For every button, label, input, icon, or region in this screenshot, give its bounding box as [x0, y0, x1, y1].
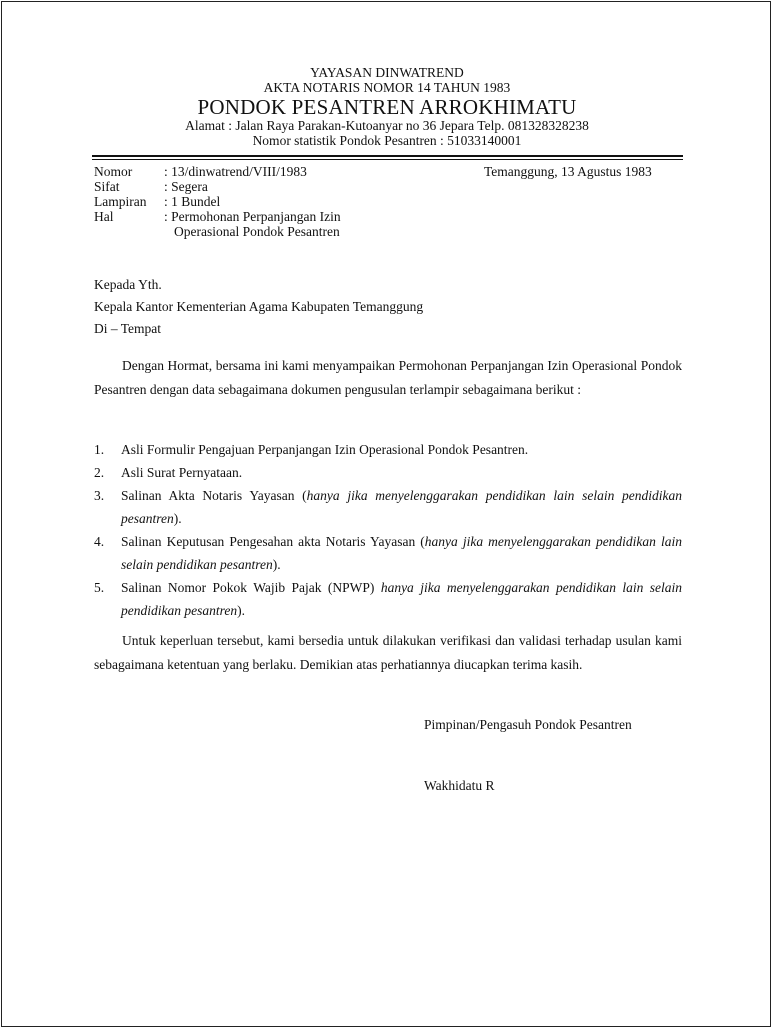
- list-text-tail: ).: [173, 511, 182, 526]
- hal-value-line1: : Permohonan Perpanjangan Izin: [164, 209, 341, 224]
- letter-page: [1, 1, 771, 1027]
- statistic-number: Nomor statistik Pondok Pesantren : 51033140001: [252, 133, 522, 148]
- recipient-greeting: Kepada Yth.: [94, 277, 162, 292]
- signature-name: Wakhidatu R: [424, 778, 495, 793]
- list-text-tail: ).: [237, 603, 245, 618]
- list-text-italic: hanya jika menyelenggarakan pendidikan lain selain pendidikan pesantren: [121, 580, 682, 618]
- list-number: 2.: [94, 465, 105, 480]
- foundation-name: YAYASAN DINWATREND: [310, 65, 464, 80]
- closing-paragraph: Untuk keperluan tersebut, kami bersedia untuk dilakukan verifikasi dan validasi terhadap usulan kami sebagaimana ketentuan yang berlaku. Demikian atas perhatiannya diucapkan terima kasih.: [94, 633, 682, 672]
- list-number: 4.: [94, 534, 105, 549]
- list-item: [94, 484, 682, 530]
- hal-label: Hal: [94, 209, 114, 224]
- list-text: Salinan Keputusan Pengesahan akta Notaris Yayasan (: [121, 534, 425, 549]
- list-text: Salinan Akta Notaris Yayasan (: [121, 488, 307, 503]
- letterhead-rule-thick: [92, 155, 683, 157]
- list-item: [94, 576, 682, 622]
- list-number: 1.: [94, 442, 105, 457]
- list-item: [94, 461, 682, 484]
- lampiran-label: Lampiran: [94, 194, 147, 209]
- opening-paragraph: Dengan Hormat, bersama ini kami menyampaikan Permohonan Perpanjangan Izin Operasional Pondok Pesantren dengan data sebagaimana dokumen pengusulan terlampir sebagaimana berikut :: [94, 358, 682, 397]
- list-number: 3.: [94, 488, 105, 503]
- lampiran-value: : 1 Bundel: [164, 194, 221, 209]
- list-text-italic: hanya jika menyelenggarakan pendidikan lain selain pendidikan pesantren: [121, 488, 683, 526]
- list-text-italic: hanya jika menyelenggarakan pendidikan lain selain pendidikan pesantren: [121, 534, 683, 572]
- place-date: Temanggung, 13 Agustus 1983: [484, 164, 652, 179]
- hal-value-line2: Operasional Pondok Pesantren: [174, 224, 340, 239]
- sifat-label: Sifat: [94, 179, 120, 194]
- notary-deed: AKTA NOTARIS NOMOR 14 TAHUN 1983: [263, 80, 511, 95]
- list-text: Asli Surat Pernyataan.: [121, 465, 243, 480]
- attachment-list: [94, 438, 682, 622]
- sifat-value: : Segera: [164, 179, 208, 194]
- list-number: 5.: [94, 580, 105, 595]
- nomor-value: : 13/dinwatrend/VIII/1983: [164, 164, 307, 179]
- school-address: Alamat : Jalan Raya Parakan-Kutoanyar no 36 Jepara Telp. 081328328238: [185, 118, 589, 133]
- letterhead-rule-thin: [92, 159, 683, 160]
- signature-title: Pimpinan/Pengasuh Pondok Pesantren: [424, 717, 632, 732]
- recipient-place: Di – Tempat: [94, 321, 162, 336]
- recipient-office: Kepala Kantor Kementerian Agama Kabupaten Temanggung: [94, 299, 424, 314]
- list-text-tail: ).: [272, 557, 281, 572]
- list-item: [94, 438, 682, 461]
- list-text: Salinan Nomor Pokok Wajib Pajak (NPWP): [121, 580, 381, 595]
- list-text: Asli Formulir Pengajuan Perpanjangan Izin Operasional Pondok Pesantren.: [121, 442, 529, 457]
- list-item: [94, 530, 682, 576]
- nomor-label: Nomor: [94, 164, 133, 179]
- school-name: PONDOK PESANTREN ARROKHIMATU: [197, 95, 577, 119]
